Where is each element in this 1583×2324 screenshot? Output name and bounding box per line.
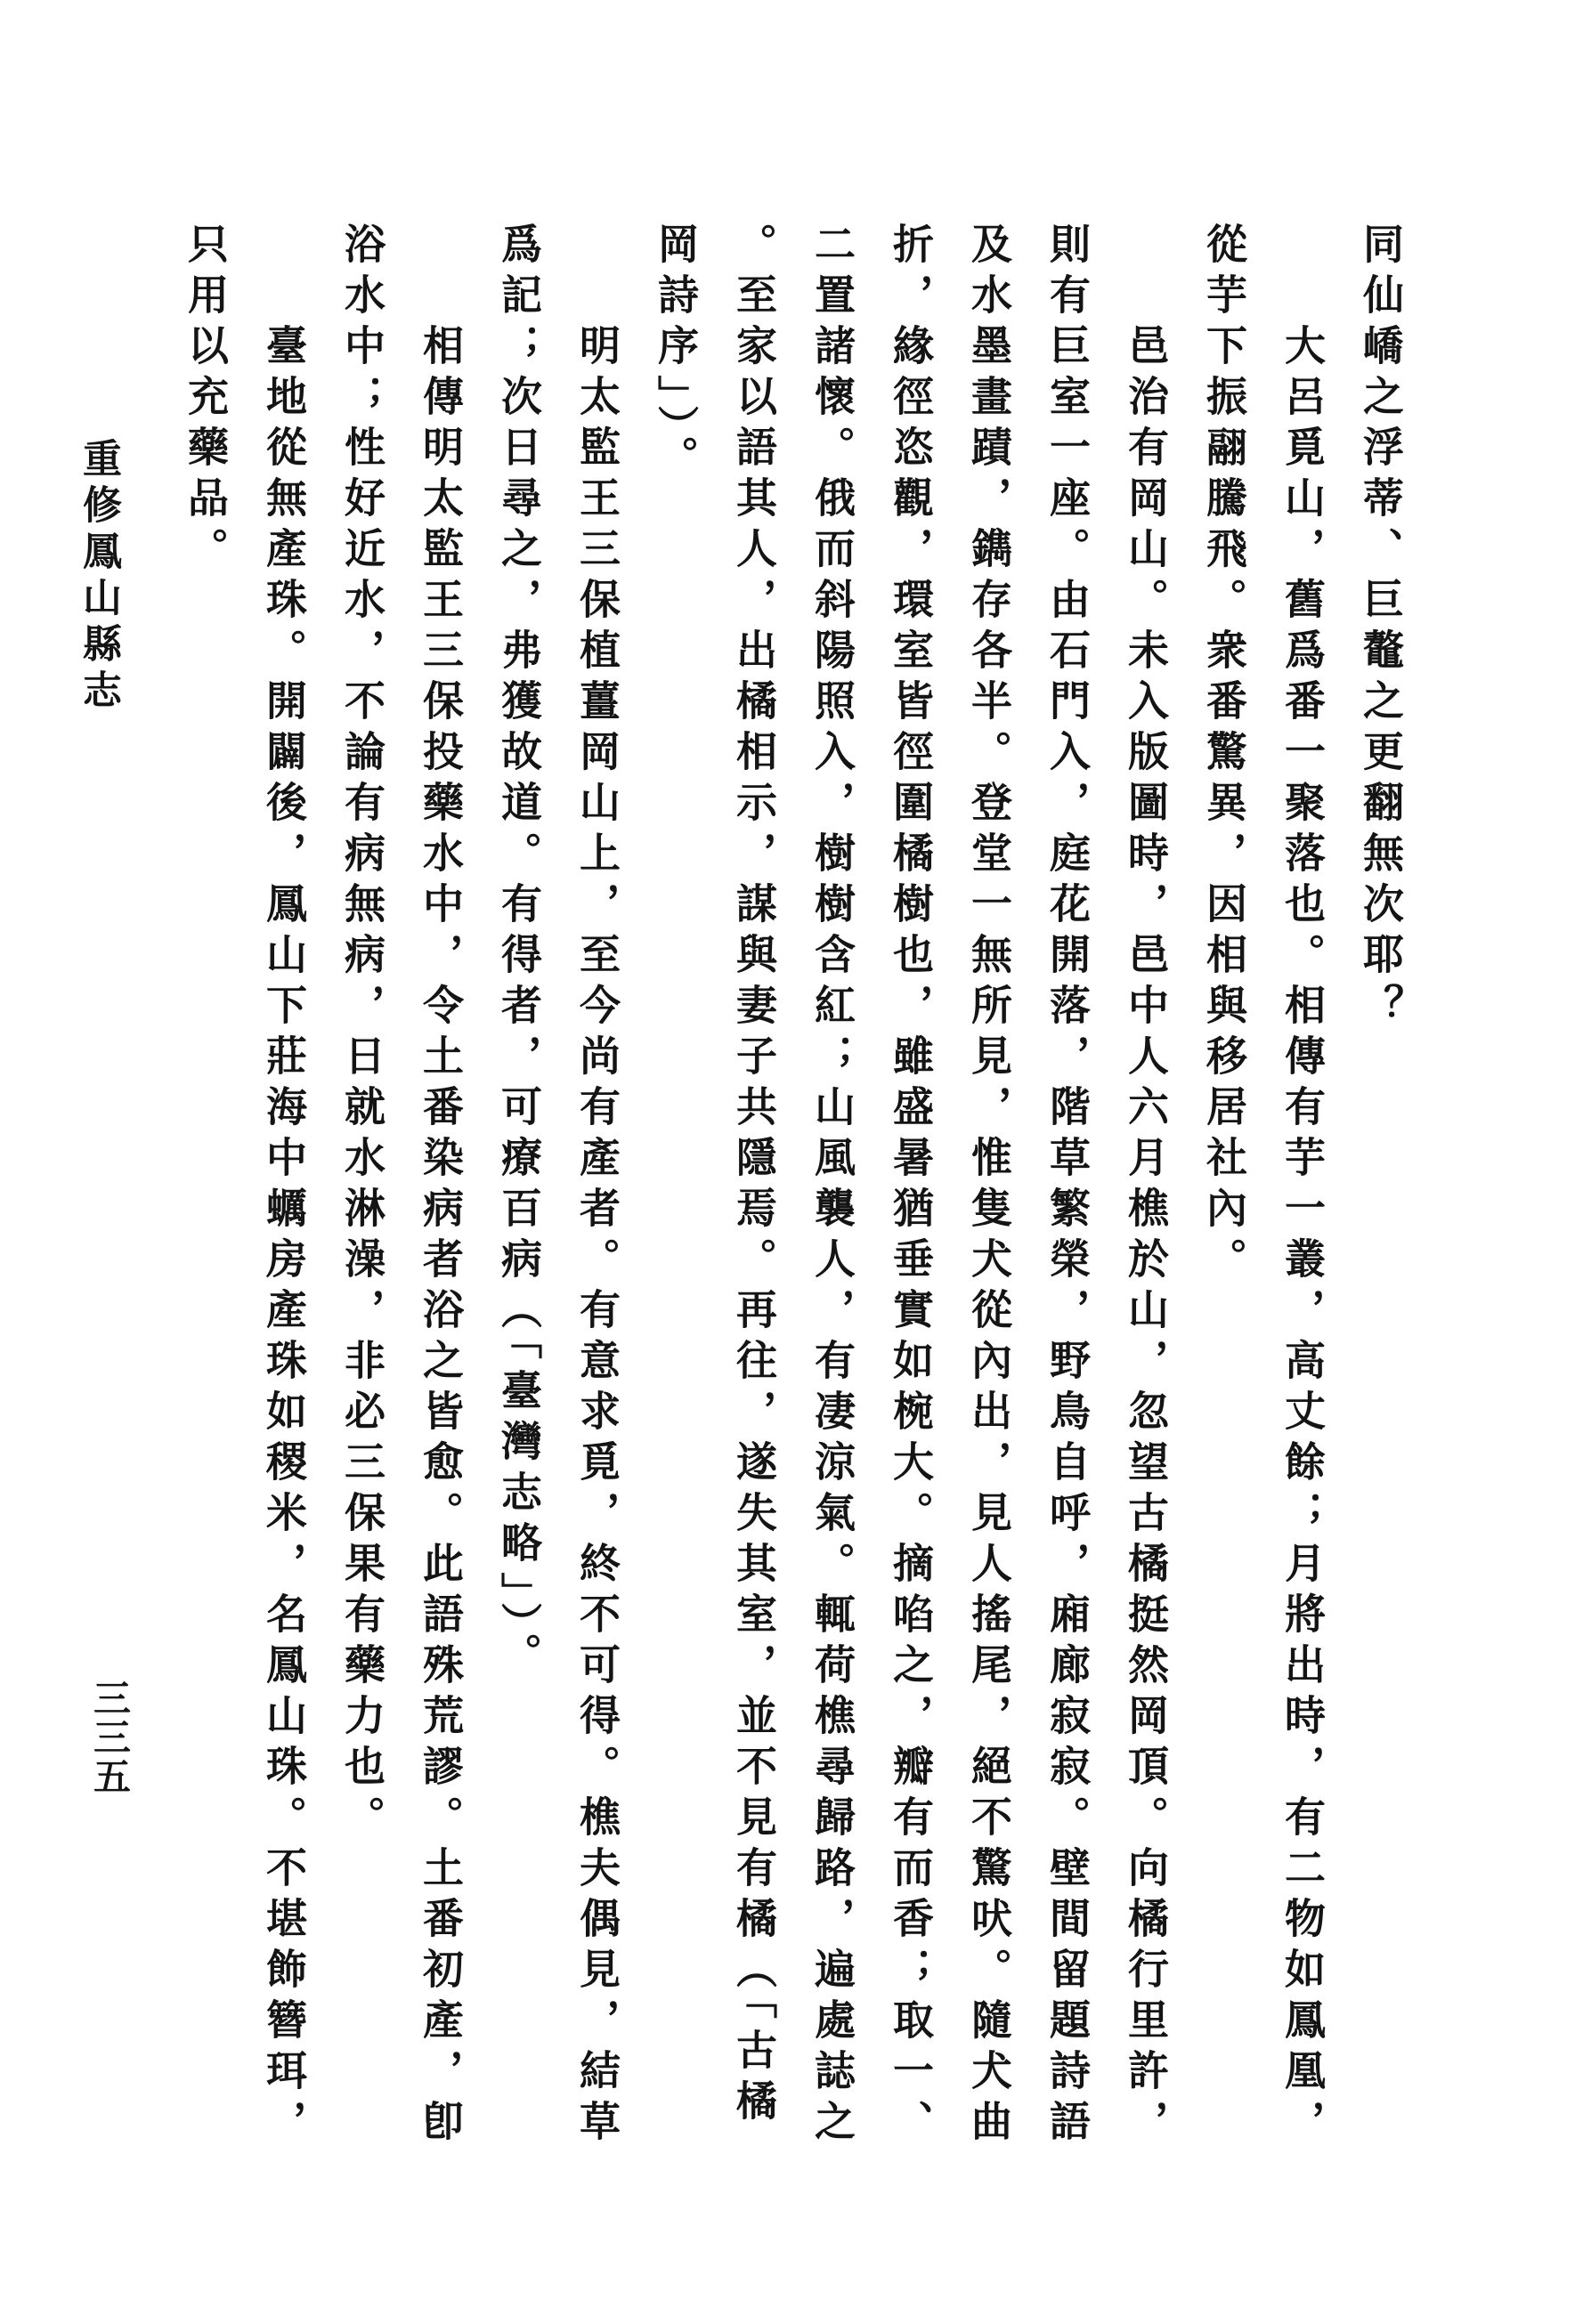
text-column-4: 邑治有岡山。未入版圖時，邑中人六月樵於山，忽望古橘挺然岡頂。向橘行里許，	[1123, 324, 1168, 2150]
text-column-9: 。至家以語其人，出橘相示，謀與妻子共隱焉。再往，遂失其室，並不見有橘（「古橘	[731, 223, 776, 2130]
text-column-15: 臺地從無產珠。開闢後，鳳山下莊海中蠣房產珠如稷米，名鳳山珠。不堪飾簪珥，	[261, 324, 306, 2150]
text-column-16: 只用以充藥品。	[183, 223, 228, 578]
text-column-2: 大呂覓山，舊爲番一聚落也。相傳有芋一叢，高丈餘；月將出時，有二物如鳳凰，	[1279, 324, 1325, 2150]
text-column-8: 二置諸懷。俄而斜陽照入，樹樹含紅；山風襲人，有凄涼氣。輒荷樵尋歸路，遍處誌之	[809, 223, 855, 2150]
text-column-12: 爲記；次日尋之，弗獲故道。有得者，可療百病（「臺灣志略」）。	[496, 223, 541, 1683]
text-column-13: 相傳明太監王三保投藥水中，令土番染病者浴之皆愈。此語殊荒謬。土番初產，卽	[418, 324, 463, 2150]
text-column-14: 浴水中；性好近水，不論有病無病，日就水淋澡，非必三保果有藥力也。	[339, 223, 385, 1846]
text-column-7: 折，緣徑恣觀，環室皆徑圍橘樹也，雖盛暑猶垂實如椀大。摘啗之，瓣有而香；取一、	[888, 223, 933, 2150]
book-title: 重修鳳山縣志	[77, 438, 120, 716]
text-column-1: 同仙嶠之浮蒂、巨鼇之更翻無次耶？	[1358, 223, 1403, 1034]
text-column-5: 則有巨室一座。由石門入，庭花開落，階草繁榮，野鳥自呼，廂廊寂寂。壁間留題詩語	[1044, 223, 1090, 2150]
text-column-6: 及水墨畫蹟，鐫存各半。登堂一無所見，惟隻犬從內出，見人搖尾，絕不驚吠。隨犬曲	[966, 223, 1011, 2150]
body-text-columns	[147, 223, 1403, 2167]
page-number: 三三五	[88, 1679, 129, 1796]
text-column-3: 從芋下振翮騰飛。衆番驚異，因相與移居社內。	[1201, 223, 1246, 1288]
text-column-11: 明太監王三保植薑岡山上，至今尚有產者。有意求覓，終不可得。樵夫偶見，結草	[574, 324, 620, 2150]
text-column-10: 岡詩序」）。	[653, 223, 698, 486]
